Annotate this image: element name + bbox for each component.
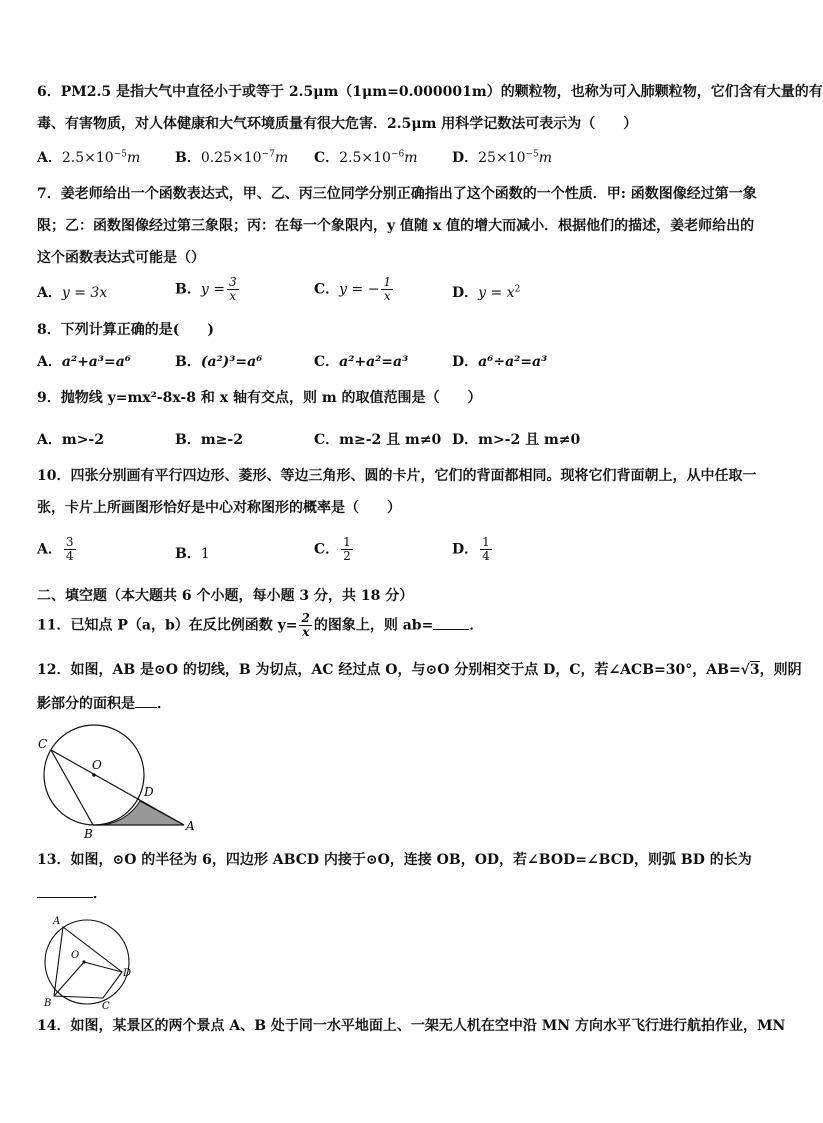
sqrt-symbol: √ bbox=[740, 662, 750, 678]
q9-stem: 9．抛物线 y=mx²-8x-8 和 x 轴有交点，则 m 的取值范围是（ ） bbox=[37, 390, 482, 406]
q12-line1: 12．如图，AB 是⊙O 的切线，B 为切点，AC 经过点 O，与⊙O 分别相交于点 D，C，若∠ACB=30°，AB=√3，则阴 bbox=[37, 662, 802, 678]
q9-option-b: B．m≥-2 bbox=[175, 432, 243, 448]
q7-option-d: D．$y = x^2$ bbox=[452, 284, 521, 301]
center-point bbox=[92, 773, 96, 777]
q8-option-c: C．a²+a²=a³ bbox=[314, 354, 409, 370]
q6-option-d: D．$25\times 10^{-5}m$ bbox=[452, 149, 553, 166]
q10-line2: 张，卡片上所画图形恰好是中心对称图形的概率是（ ） bbox=[37, 500, 401, 516]
segment-ca bbox=[51, 750, 184, 825]
q6-line1: 6．PM2.5 是指大气中直径小于或等于 2.5μm（1μm=0.000001m）的颗粒物，也称为可入肺颗粒物，它们含有大量的有 bbox=[37, 84, 823, 100]
q10-option-d: D． $\frac{1}{4}$ bbox=[452, 535, 490, 563]
q12-answer-blank bbox=[135, 707, 157, 708]
q8-option-d: D．a⁶÷a²=a³ bbox=[452, 354, 548, 370]
q11-answer-blank bbox=[433, 629, 469, 630]
q9-option-c: C．m≥-2 且 m≠0 bbox=[314, 432, 442, 448]
label-b: B bbox=[44, 998, 52, 1009]
label-c: C bbox=[102, 1001, 110, 1012]
q8-option-b: B．(a²)³=a⁶ bbox=[175, 354, 263, 370]
q7-line3: 这个函数表达式可能是（） bbox=[37, 250, 205, 266]
label-a: A bbox=[186, 819, 195, 833]
q7-option-c: C．y = − $\frac{1}{x}$ bbox=[314, 275, 392, 303]
q9-option-d: D．m>-2 且 m≠0 bbox=[452, 432, 581, 448]
q10-option-a: A． $\frac{3}{4}$ bbox=[37, 535, 74, 563]
q13-figure bbox=[34, 912, 144, 1012]
label-o: O bbox=[71, 950, 80, 961]
q7-option-a: A．y = 3x bbox=[37, 285, 108, 301]
q14-line1: 14．如图，某景区的两个景点 A、B 处于同一水平地面上、一架无人机在空中沿 MN 方向水平飞行进行航拍作业，MN bbox=[37, 1018, 786, 1034]
q12-figure bbox=[34, 728, 204, 840]
label-o: O bbox=[92, 758, 102, 772]
label-b: B bbox=[84, 827, 93, 841]
label-a: A bbox=[53, 916, 61, 927]
q7-line2: 限；乙：函数图像经过第三象限；丙：在每一个象限内，y 值随 x 值的增大而减小．根据他们的描述，姜老师给出的 bbox=[37, 218, 755, 234]
q10-line1: 10．四张分别画有平行四边形、菱形、等边三角形、圆的卡片，它们的背面都相同。现将它们背面朝上，从中任取一 bbox=[37, 468, 757, 484]
label-d: D bbox=[144, 785, 154, 799]
q10-option-b: B．1 bbox=[175, 546, 210, 562]
q7-option-b: B．y = $\frac{3}{x}$ bbox=[175, 275, 237, 303]
q6-line2: 毒、有害物质，对人体健康和大气环境质量有很大危害．2.5μm 用科学记数法可表示为（ ） bbox=[37, 116, 638, 132]
q6-option-b: B．$0.25\times 10^{-7}m$ bbox=[175, 149, 289, 166]
q13-answer-blank bbox=[37, 897, 93, 898]
label-c: C bbox=[38, 737, 48, 751]
q9-option-a: A．m>-2 bbox=[37, 432, 104, 448]
q8-stem: 8．下列计算正确的是( ) bbox=[37, 322, 214, 338]
label-d: D bbox=[123, 968, 132, 979]
q7-line1: 7．姜老师给出一个函数表达式，甲、乙、丙三位同学分别正确指出了这个函数的一个性质．甲: 函数图像经过第一象 bbox=[37, 186, 757, 202]
q6-option-c: C．$2.5\times 10^{-6}m$ bbox=[314, 149, 418, 166]
q11-line: 11．已知点 P（a，b）在反比例函数 y= $\frac{2}{x}$ 的图象上，则 ab= ． bbox=[37, 611, 484, 639]
q13-line2: ． bbox=[37, 884, 107, 904]
q8-option-a: A．a²+a³=a⁶ bbox=[37, 354, 131, 370]
shaded-region bbox=[93, 801, 184, 825]
q13-line1: 13．如图，⊙O 的半径为 6，四边形 ABCD 内接于⊙O，连接 OB，OD，若∠BOD=∠BCD，则弧 BD 的长为 bbox=[37, 852, 752, 868]
section-heading: 二、填空题（本大题共 6 个小题，每小题 3 分，共 18 分） bbox=[37, 588, 414, 604]
q12-line2: 影部分的面积是 ． bbox=[37, 696, 171, 712]
q10-option-c: C． $\frac{1}{2}$ bbox=[314, 535, 351, 563]
segment-ob bbox=[54, 962, 84, 996]
center-point bbox=[82, 960, 85, 963]
q6-option-a: A．$2.5\times 10^{-5}m$ bbox=[37, 149, 141, 166]
